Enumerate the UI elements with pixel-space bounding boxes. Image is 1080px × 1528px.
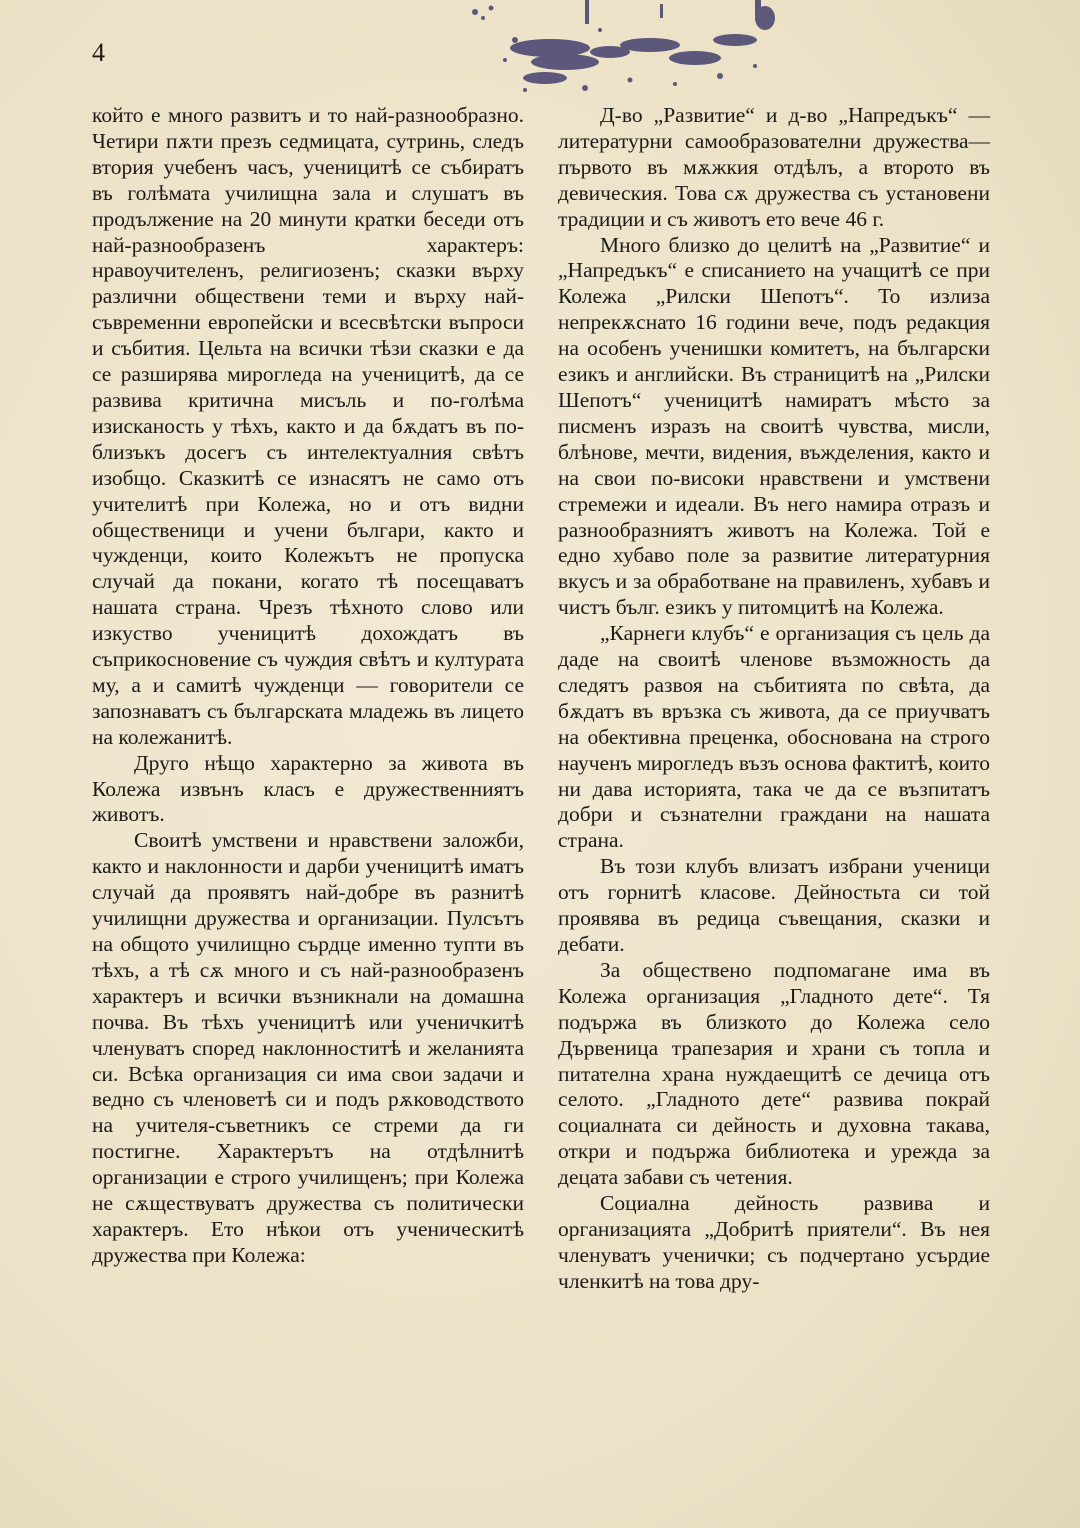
paragraph-good-friends: Социална дейность развива и организацията „Добритѣ приятели“. Въ нея членуватъ ученички; съ подчертано усърдие членкитѣ на това дру-	[558, 1191, 990, 1293]
paragraph-rilski-shepot: Много близко до целитѣ на „Развитие“ и „Напредъкъ“ е списанието на учащитѣ се при Колежа „Рилски Шепотъ“. То излиза непрекѫснато 16 години вече, подъ редакция на особенъ ученишки комитетъ, на български езикъ и английски. Въ страницитѣ на „Рилски Шепотъ“ ученицитѣ намиратъ мѣсто за писменъ изразъ на своитѣ чувства, мисли, блѣнове, мечти, видения, въжделения, както и на свои по-високи нравствени и умствени стремежи и идеали. Въ него намира отразъ и разнообразниятъ животъ на Колежа. Той е едно хубаво поле за развитие литературния вкусъ и за обработване на правиленъ, хубавъ и чистъ бълг. езикъ у питомцитѣ на Колежа.	[558, 232, 990, 620]
paragraph-social-life: Друго нѣщо характерно за живота въ Колежа извънъ класъ е дружественниятъ животъ.	[92, 750, 524, 827]
left-column	[92, 103, 524, 1269]
right-column	[558, 103, 990, 1295]
page-number: 4	[92, 38, 105, 67]
paragraph-carnegie-club: „Карнеги клубъ“ е организация съ цель да даде на своитѣ членове възможность да следятъ развоя на събитията по свѣта, да бѫдатъ въ връзка съ живота, да се приучватъ на обективна преценка, обоснована на строго наученъ мирогледъ възъ основа фактитѣ, които ни дава историята, така че да се възпитатъ добри и съзнателни граждани на нашата страна.	[558, 621, 990, 853]
paragraph-assemblies: който е много развитъ и то най-разнообразно. Четири пѫти презъ седмицата, сутринь, следъ втория учебенъ часъ, ученицитѣ се събиратъ въ голѣмата училищна зала и слушатъ въ продължение на 20 минути кратки беседи отъ най-разнообразенъ характеръ: нравоучителенъ, религиозенъ; сказки върху различни обществени теми и върху най-съвременни европейски и всесвѣтски въпроси и събития. Цельта на всички тѣзи сказки е да се разширява мирогледа на ученицитѣ, да се развива критична мисъль и по-голѣма изисканость у тѣхъ, както и да бѫдатъ въ по-близъкъ досегъ съ интелектуалния свѣтъ изобщо. Сказкитѣ се изнасятъ не само отъ учителитѣ при Колежа, но и отъ видни общественици и учени българи, както и чужденци, които Колежътъ не пропуска случай да покани, когато тѣ посещаватъ нашата страна. Чрезъ тѣхното слово или изкуство ученицитѣ дохождатъ въ съприкосновение съ чуждия свѣтъ и културата му, а и самитѣ чужденци — говорители се запознаватъ съ българската младежь въ лицето на колежанитѣ.	[92, 103, 524, 749]
ink-stamp-mark	[455, 0, 785, 100]
paragraph-literary-societies: Д-во „Развитие“ и д-во „Напредъкъ“ — литературни самообразователни дружества—първото въ мѫжкия отдѣлъ, а второто въ девическия. Това сѫ дружества съ установени традиции и съ животъ ето вече 46 г.	[558, 103, 990, 231]
paragraph-societies: Своитѣ умствени и нравствени заложби, както и наклонности и дарби ученицитѣ иматъ случай да проявятъ най-добре въ разнитѣ училищни дружества и организации. Пулсътъ на общото училищно сърдце именно тупти въ тѣхъ, а тѣ сѫ много и съ най-разнообразенъ характеръ и всички възникнали на домашна почва. Въ тѣхъ ученицитѣ или ученичкитѣ членуватъ според наклонноститѣ и желанията си. Всѣка организация си има свои задачи и ведно съ членоветѣ си и подъ рѫководството на учителя-съветникъ се стреми да ги постигне. Характерътъ на отдѣлнитѣ организации е строго училищенъ; при Колежа не сѫществуватъ дружества съ политически характеръ. Ето нѣкои отъ ученическитѣ дружества при Колежа:	[92, 828, 524, 1267]
paragraph-club-members: Въ този клубъ влизатъ избрани ученици отъ горнитѣ класове. Дейностьта си той проявява въ редица съвещания, сказки и дебати.	[558, 854, 990, 956]
paragraph-hungry-child: За обществено подпомагане има въ Колежа организация „Гладното дете“. Тя подържа въ близкото до Колежа село Дървеница трапезария и храни съ топла и питателна храна нуждаещитѣ се дечица отъ селото. „Гладното дете“ развива покрай социалната си дейность и духовна такава, откри и подържа библиотека и урежда за децата забави съ четения.	[558, 957, 990, 1190]
